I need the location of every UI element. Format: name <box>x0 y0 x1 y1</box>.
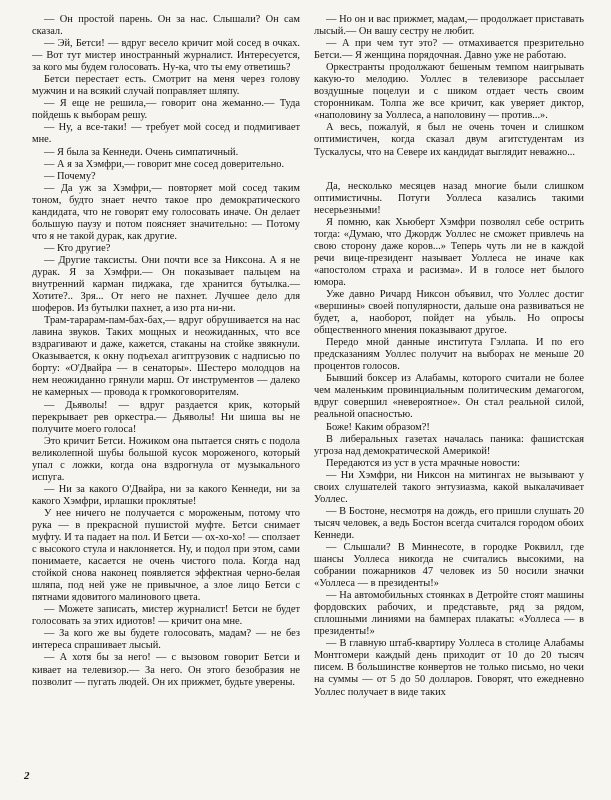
paragraph: Я помню, как Хьюберт Хэмфри позволял себе острить тогда: «Думаю, что Джордж Уоллес не сможет привлечь на свою сторону даже коров...» Теперь чуть ли не в каждой речи вице-президент называет Уоллеса не иначе как «апостолом страха и расизма». И в голосе нет былого юмора. <box>314 216 584 288</box>
paragraph: — Слышали? В Миннесоте, в городке Роквилл, где шансы Уоллеса никогда не считались высокими, на собрании пожарников 47 человек из 50 носили значки «Уоллеса — в президенты!» <box>314 541 584 590</box>
paragraph: — А хотя бы за него! — с вызовом говорит Бетси и кивает на телевизор.— За него. Он этого безобразия не позволит — пугать людей. Он их прижмет, будьте уверены. <box>32 652 300 688</box>
left-text-column <box>32 14 300 689</box>
paragraph: Бетси перестает есть. Смотрит на меня через голову мужчин и на всякий случай поправляет шляпу. <box>32 74 300 98</box>
paragraph: — Ни за какого О'Двайра, ни за какого Кеннеди, ни за какого Хэмфри, ирлашки проклятые! <box>32 483 300 507</box>
paragraph: Трам-тарарам-пам-бах-бах,— вдруг обрушивается на нас лавина звуков. Таких мощных и неожиданных, что все вздрагивают и даже, кажется, стаканы на стойке звякнули. Оказывается, к окну подъехал агитгрузовик с надписью по борту: «О'Двайра — в сенаторы». Шестеро молодцов на нем неожиданно грянули марш. От инструментов — далеко не камерных — провода к громкоговорителям. <box>32 315 300 399</box>
paragraph: — Я еще не решила,— говорит она жеманно.— Туда пойдешь к выборам решу. <box>32 98 300 122</box>
paragraph: — В главную штаб-квартиру Уоллеса в столице Алабамы Монтгомери каждый день приходит от 10 до 20 тысяч писем. В большинстве конвертов не только письмо, но чеки на суммы — от 5 до 50 долларов. Говорят, что ежедневно Уоллес получает в виде таких <box>314 638 584 698</box>
paragraph: В либеральных газетах началась паника: фашистская угроза над демократической Америкой! <box>314 433 584 457</box>
paragraph: — В Бостоне, несмотря на дождь, его пришли слушать 20 тысяч человек, а ведь Бостон всегда считался городом обоих Кеннеди. <box>314 505 584 541</box>
paragraph: — На автомобильных стоянках в Детройте стоят машины фордовских рабочих, и представьте, ряд за рядом, сплошными линиями на бамперах плакаты: «Уоллеса — в президенты!» <box>314 590 584 638</box>
paragraph: Передаются из уст в уста мрачные новости: <box>326 457 520 469</box>
paragraph: — За кого же вы будете голосовать, мадам? — не без интереса спрашивает лысый. <box>32 628 300 652</box>
paragraph: А весь, пожалуй, я был не очень точен и слишком оптимистичен, когда сказал двум агитстудентам из Тускалусы, что на Севере их кандидат выглядит неважно... <box>314 122 584 158</box>
right-text-column <box>314 14 584 699</box>
paragraph: Это кричит Бетси. Ножиком она пытается снять с подола великолепной шубы большой кусок мороженого, который упал с ложки, когда она вздрогнула от музыкального испуга. <box>32 435 300 483</box>
paragraph: — Да уж за Хэмфри,— повторяет мой сосед таким тоном, будто знает нечто такое про демократического кандидата, что не говорят ему голосовать иначе. Он делает большую паузу и потом поясняет значительно: — Потому что я не такой дурак, как другие. <box>32 182 300 242</box>
paragraph: Бывший боксер из Алабамы, которого считали не более чем маленьким провинциальным политическим демагогом, вдруг совершил «невероятное». Он стал реальной силой, реальной опасностью. <box>314 373 584 421</box>
paragraph: Да, несколько месяцев назад многие были слишком оптимистичны. Потуги Уоллеса казались такими несерьезными! <box>314 180 584 216</box>
paragraph: — Другие таксисты. Они почти все за Никсона. А я не дурак. Я за Хэмфри.— Он показывает пальцем на внутренний карман пиджака, где хранится бутылка.— Хотите?.. Зря... От него не пахнет. Лучшее дело для шоферов. Из бутылки пахнет, а изо рта ни-ни. <box>32 254 300 315</box>
paragraph: — Я была за Кеннеди. Очень симпатичный. <box>44 146 239 158</box>
paragraph: — Он простой парень. Он за нас. Слышали? Он сам сказал. <box>32 14 300 38</box>
paragraph: Передо мной данные института Гэллапа. И по его предсказаниям Уоллес получит на выборах не меньше 20 процентов голосов. <box>314 337 584 373</box>
paragraph: — Ну, а все-таки! — требует мой сосед и подмигивает мне. <box>32 122 300 146</box>
page-number: 2 <box>24 770 30 782</box>
paragraph: — Эй, Бетси! — вдруг весело кричит мой сосед в очках.— Вот тут мистер иностранный журналист. Интересуется, за кого мы будем голосовать. Ну-ка, что ты ему ответишь? <box>32 38 300 74</box>
paragraph: — Ни Хэмфри, ни Никсон на митингах не вызывают у своих слушателей такого энтузиазма, какой выкалачивает Уоллес. <box>314 469 584 505</box>
paragraph: — А я за Хэмфри,— говорит мне сосед доверительно. <box>44 158 285 170</box>
paragraph: — Почему? <box>44 170 96 182</box>
paragraph: — Можете записать, мистер журналист! Бетси не будет голосовать за этих идиотов! — кричит она мне. <box>32 604 300 628</box>
paragraph: — А при чем тут это? — отмахивается презрительно Бетси.— Я женщина порядочная. Давно уже не работаю. <box>314 38 584 62</box>
paragraph: — Дьяволы! — вдруг раздается крик, который перекрывает рев оркестра.— Дьяволы! Ни шиша вы не получите моего голоса! <box>32 399 300 435</box>
paragraph: У нее ничего не получается с мороженым, потому что рука — в прекрасной пушистой муфте. Бетси снимает муфту. И та падает на пол. И Бетси — ох-хо-хо! — сползает с высокого стула и наклоняется. Ну, и подол при этом, сами понимаете, касается не очень чистого пола. Когда над стойкой снова наконец появляется эффектная черно-белая шляпа, под ней уже не привычное, а злое лицо Бетси с пятнами ядовитого малинового цвета. <box>32 507 300 604</box>
paragraph: Оркестранты продолжают бешеным темпом наигрывать какую-то мелодию. Уоллес в телевизоре рассылает воздушные поцелуи и с шиком отдает честь своим сторонникам. Толпа же все кричит, как уверяет диктор, «наполовину за Уоллеса, а наполовину — против...». <box>314 62 584 122</box>
paragraph: Боже! Каким образом?! <box>326 421 430 433</box>
paragraph: Уже давно Ричард Никсон объявил, что Уоллес достиг «вершины» своей популярности, дальше она развиваться не будет, а, наоборот, пойдет на убыль. Но опросы общественного мнения показывают другое. <box>314 288 584 337</box>
paragraph: — Но он и вас прижмет, мадам,— продолжает приставать лысый.— Он вашу сестру не любит. <box>314 14 584 38</box>
paragraph: — Кто другие? <box>44 242 111 254</box>
